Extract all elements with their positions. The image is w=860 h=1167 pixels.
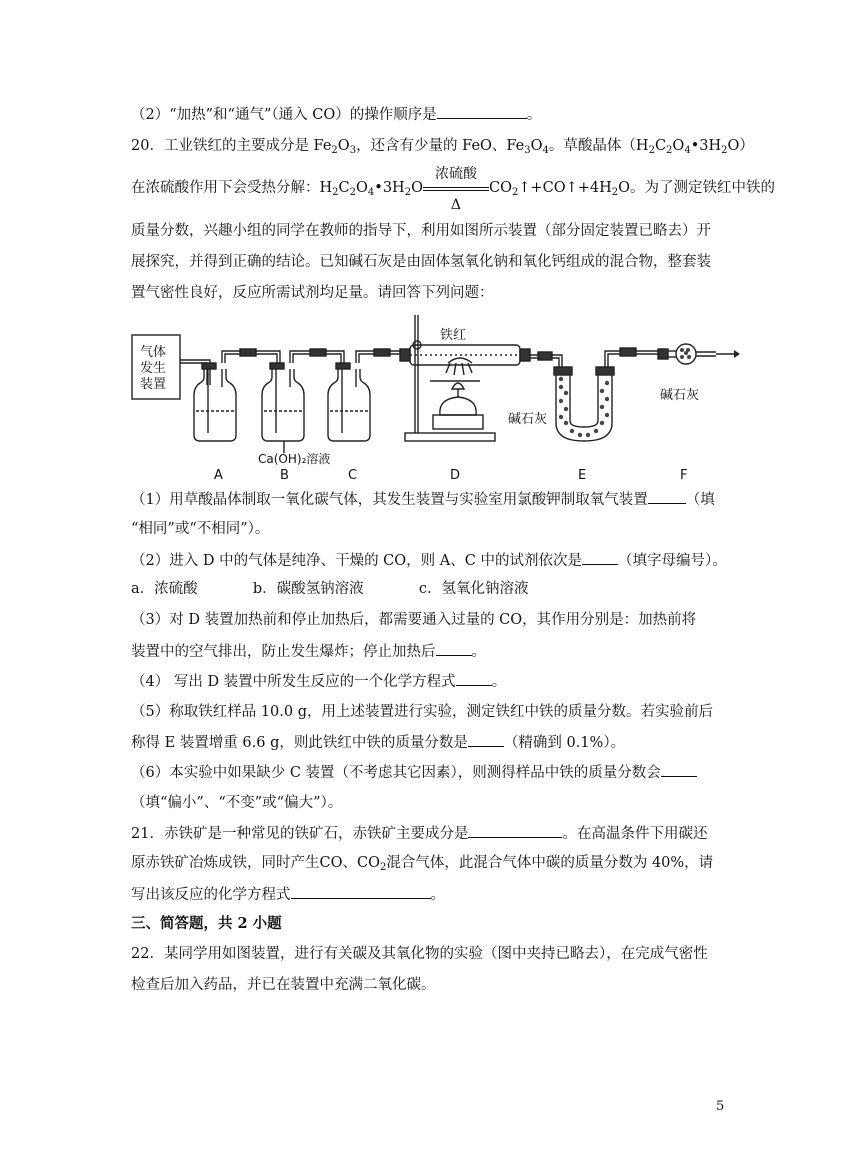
option-a: a．浓硫酸 — [131, 581, 198, 597]
q20-intro-text: O — [337, 138, 350, 154]
q20-5-line2 — [131, 732, 625, 753]
q21-text: 写出该反应的化学方程式 — [131, 887, 291, 903]
q20-text-line4: 展探究，并得到正确的结论。已知碱石灰是由固体氢氧化钠和氧化钙组成的混合物，整套装 — [131, 254, 711, 270]
reaction-text: O。为了测定铁红中铁的 — [618, 180, 776, 196]
q20-text-line3: 质量分数，兴趣小组的同学在教师的指导下，利用如图所示装置（部分固定装置已略去）开 — [131, 223, 711, 239]
q19-2-end: 。 — [526, 107, 542, 123]
tiehong-label: 铁红 — [440, 328, 467, 343]
q20-intro-text: 20．工业铁红的主要成分是 Fe — [131, 138, 332, 154]
option-c: c．氢氧化钠溶液 — [418, 581, 529, 597]
answer-blank[interactable] — [291, 884, 431, 899]
q20-3-text: 装置中的空气排出，防止发生爆炸；停止加热后 — [131, 644, 436, 660]
q21-line3 — [131, 884, 445, 905]
q21-text: 原赤铁矿冶炼成铁，同时产生CO、 — [131, 855, 357, 871]
q19-2-text: （2）“加热”和“通气”（通入 CO）的操作顺序是 — [131, 107, 437, 123]
q20-2-text: （填字母编号）。 — [617, 553, 727, 569]
q20-intro-text: C — [654, 138, 667, 154]
apparatus-diagram — [130, 315, 740, 485]
answer-blank[interactable] — [648, 489, 686, 504]
label-f: F — [680, 468, 688, 483]
q20-6-line1 — [131, 762, 697, 783]
q20-2-line — [131, 550, 727, 571]
jianshihui-e-label: 碱石灰 — [508, 412, 548, 427]
q20-3-line1: （3）对 D 装置加热前和停止加热后，都需要通入过量的 CO，其作用分别是：加热前将 — [131, 612, 697, 628]
q20-5-text: 称得 E 装置增重 6.6 g，则此铁红中铁的质量分数是 — [131, 735, 468, 751]
q21-text: 。在高温条件下用碳还 — [562, 826, 708, 842]
q20-intro-text: O — [530, 138, 543, 154]
q22-line2: 检查后加入药品，并已在装置中充满二氧化碳。 — [131, 977, 436, 993]
q20-options-line — [131, 579, 529, 599]
answer-blank[interactable] — [436, 641, 472, 656]
generator-label: 发生 — [140, 361, 167, 376]
generator-label: 装置 — [140, 377, 167, 392]
reaction-text: O — [411, 180, 423, 196]
q20-1-text: （1）用草酸晶体制取一氧化碳气体，其发生装置与实验室用氯酸钾制取氧气装置 — [131, 492, 648, 508]
jianshihui-f-label: 碱石灰 — [660, 388, 700, 403]
label-d: D — [450, 468, 461, 483]
q21-line1 — [131, 823, 707, 844]
q19-2-line — [131, 104, 541, 125]
q20-intro-text: ，还含有少量的 FeO、Fe — [356, 138, 525, 154]
answer-blank[interactable] — [468, 732, 504, 747]
q20-4-text: （4） 写出 D 装置中所发生反应的一个化学方程式 — [131, 674, 456, 690]
q20-1-line1 — [131, 489, 715, 510]
q20-2-text: （2）进入 D 中的气体是纯净、干燥的 CO，则 A、C 中的试剂依次是 — [131, 553, 582, 569]
q22-line1: 22．某同学用如图装置，进行有关碳及其氧化物的实验（图中夹持已略去），在完成气密性 — [131, 946, 708, 962]
q20-4-end: 。 — [491, 674, 507, 690]
condition-catalyst: 浓硫酸 — [434, 166, 477, 182]
q20-intro-text: O） — [727, 138, 754, 154]
answer-blank[interactable] — [437, 104, 527, 119]
reaction-text: C — [338, 180, 350, 196]
label-e: E — [578, 468, 587, 483]
q21-line2: 原赤铁矿冶炼成铁，同时产生CO、$CO_2$混合气体，此混合气体中碳的质量分数为 40%，请 — [131, 855, 714, 873]
reaction-text: CO — [488, 180, 512, 196]
q20-text-line5: 置气密性良好，反应所需试剂均足量。请回答下列问题： — [131, 285, 494, 301]
reaction-text: 在浓硫酸作用下会受热分解：H — [131, 180, 333, 196]
section-heading: 三、简答题，共 2 小题 — [131, 915, 282, 932]
page-number: 5 — [716, 1099, 725, 1114]
answer-blank[interactable] — [661, 762, 697, 777]
answer-blank[interactable] — [468, 823, 562, 838]
reaction-text: ↑+CO↑+4H — [518, 180, 612, 196]
option-b: b．碳酸氢钠溶液 — [252, 581, 364, 597]
label-a: A — [214, 468, 223, 483]
q21-text: 21．赤铁矿是一种常见的铁矿石，赤铁矿主要成分是 — [131, 826, 469, 842]
label-b: B — [280, 468, 289, 483]
reaction-text: •3H — [374, 180, 405, 196]
q20-intro-line: 20．工业铁红的主要成分是 $Fe_2O_3$，还含有少量的 FeO、$Fe_3O_4$。草酸晶体$(H_2C_2O_4•3H_2O)$ — [131, 138, 754, 156]
label-c: C — [348, 468, 358, 483]
q20-3-line2 — [131, 641, 486, 662]
answer-blank[interactable] — [582, 550, 618, 565]
q20-intro-text: •3H — [690, 138, 722, 154]
q20-4-line — [131, 671, 506, 692]
generator-label: 气体 — [140, 345, 167, 360]
q20-intro-text: 。草酸晶体（H — [548, 138, 649, 154]
caoh2-label: Ca(OH)₂溶液 — [258, 452, 331, 466]
q20-intro-text: O — [672, 138, 685, 154]
q20-5-line1: （5）称取铁红样品 10.0 g，用上述装置进行实验，测定铁红中铁的质量分数。若实验前后 — [131, 704, 714, 720]
q21-co2: CO — [356, 855, 380, 871]
q20-1-line2: “相同”或“不相同”）。 — [131, 521, 270, 537]
reaction-text: O — [356, 180, 368, 196]
q20-6-text: （6）本实验中如果缺少 C 装置（不考虑其它因素），则测得样品中铁的质量分数会 — [131, 765, 661, 781]
q20-5-end: （精确到 0.1%）。 — [503, 735, 626, 751]
q20-1-text: （填 — [685, 492, 715, 508]
q21-end: 。 — [430, 887, 445, 903]
answer-blank[interactable] — [456, 671, 492, 686]
q21-text: 混合气体，此混合气体中碳的质量分数为 40%，请 — [386, 855, 714, 871]
q20-reaction-line: 在浓硫酸作用下会受热分解：$H_2C_2O_4•3H_2O$ 浓硫酸 Δ $CO_2↑+CO↑+4H_2O$。为了测定铁红中铁的 — [131, 166, 776, 213]
q20-6-line2: （填“偏小”、“不变”或“偏大”）。 — [131, 795, 343, 811]
condition-heat: Δ — [450, 197, 462, 213]
reaction-condition — [423, 166, 489, 213]
q20-3-end: 。 — [471, 644, 486, 660]
